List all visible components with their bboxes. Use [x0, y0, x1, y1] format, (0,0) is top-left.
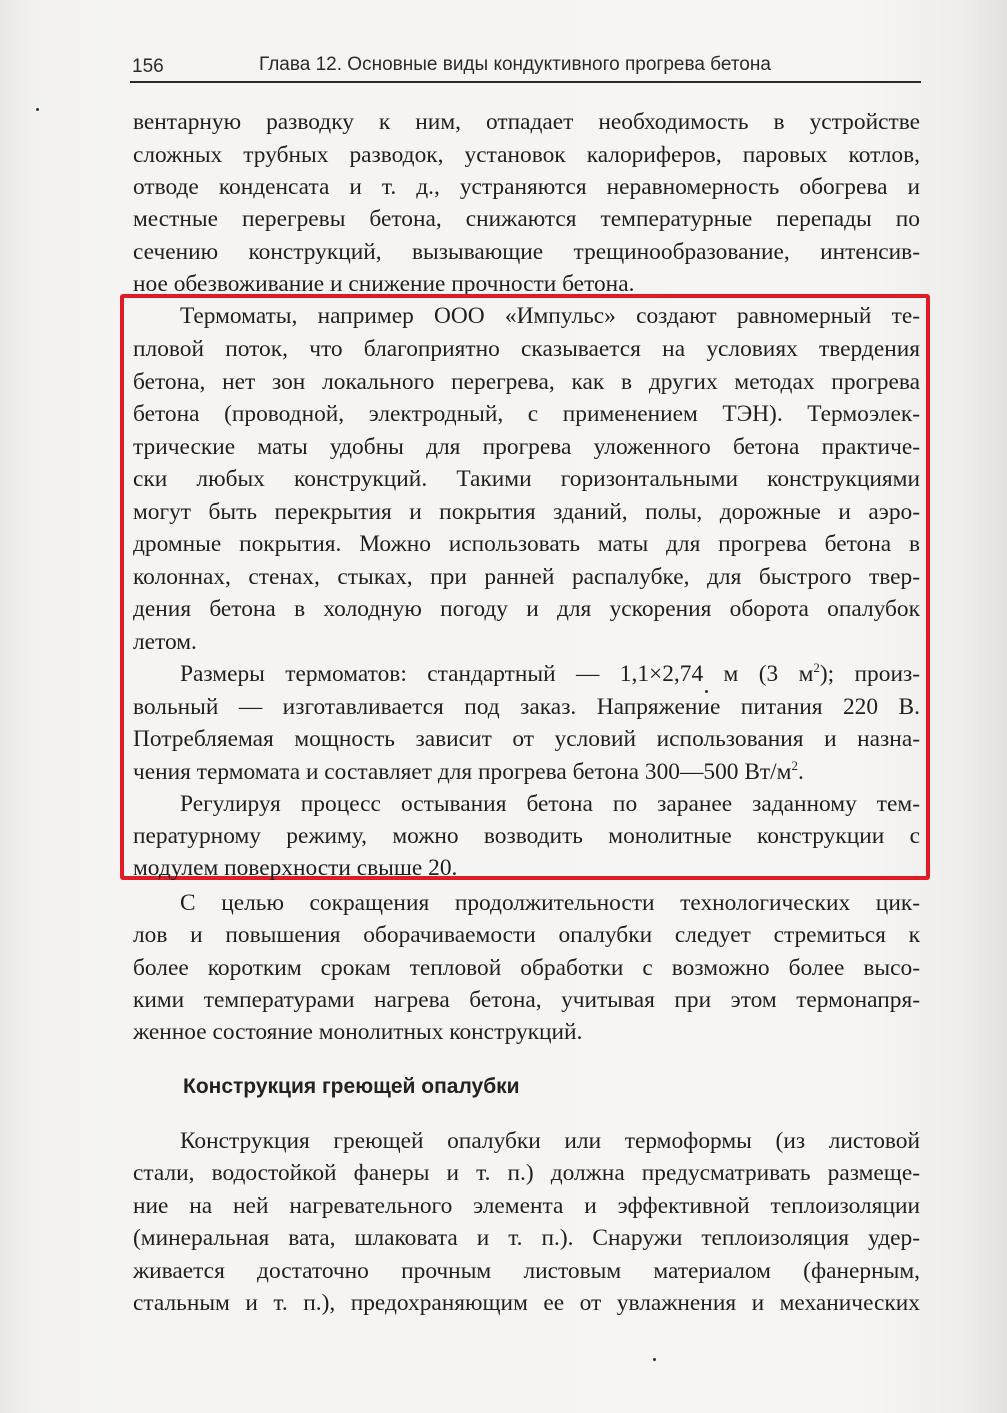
text-line: Термоматы, например ООО «Импульс» создают равномерный те-	[180, 303, 920, 329]
scan-speck	[36, 108, 39, 111]
text-line: кими температурами нагрева бетона, учитывая при этом термонапря-	[133, 987, 920, 1013]
text-line: чения термомата и составляет для прогрева бетона 300—500 $Вт/м^2$.	[133, 758, 804, 785]
text-line: ски любых конструкций. Такими горизонтальными конструкциями	[133, 466, 920, 492]
text-line: Потребляемая мощность зависит от условий использования и назна-	[133, 726, 920, 752]
text-line: колоннах, стенах, стыках, при ранней распалубке, для быстрого твер-	[133, 564, 920, 590]
text-line: местные перегревы бетона, снижаются температурные перепады по	[133, 206, 920, 232]
text-line: стальным и т. п.), предохраняющим ее от увлажнения и механических	[133, 1290, 920, 1316]
text-line: (минеральная вата, шлаковата и т. п.). Снаружи теплоизоляция удер-	[133, 1225, 920, 1251]
text-line: женное состояние монолитных конструкций.	[133, 1019, 583, 1045]
text-line: трические маты удобны для прогрева уложенного бетона практиче-	[133, 434, 920, 460]
text-line: ное обезвоживание и снижение прочности бетона.	[133, 271, 635, 297]
text-line: С целью сокращения продолжительности технологических цик-	[180, 890, 920, 916]
text-line: лов и повышения оборачиваемости опалубки следует стремиться к	[133, 922, 920, 948]
text-line: вольный — изготавливается под заказ. Напряжение питания 220 В.	[133, 694, 920, 720]
text-line: отводе конденсата и т. д., устраняются неравномерность обогрева и	[133, 174, 920, 200]
text-line: стали, водостойкой фанеры и т. п.) должна предусматривать размеще-	[133, 1160, 920, 1186]
header-rule	[130, 81, 921, 83]
text-line: пературному режиму, можно возводить монолитные конструкции с	[133, 823, 920, 849]
text-line: могут быть перекрытия и покрытия зданий, полы, дорожные и аэро-	[133, 499, 920, 525]
text-line: вентарную разводку к ним, отпадает необходимость в устройстве	[133, 109, 920, 135]
text-line: модулем поверхности свыше 20.	[133, 855, 458, 881]
text-line: более коротким срокам тепловой обработки с возможно более высо-	[133, 955, 920, 981]
text-line: сложных трубных разводок, установок калориферов, паровых котлов,	[133, 142, 920, 168]
text-line: дромные покрытия. Можно использовать маты для прогрева бетона в	[133, 531, 920, 557]
text-line: бетона, нет зон локального перегрева, как в других методах прогрева	[133, 369, 920, 395]
section-heading: Конструкция греющей опалубки	[183, 1075, 520, 1098]
text-line: Регулируя процесс остывания бетона по заранее заданному тем-	[180, 791, 920, 817]
text-line: бетона (проводной, электродный, с применением ТЭН). Термоэлек-	[133, 401, 920, 427]
text-line: сечению конструкций, вызывающие трещинообразование, интенсив-	[133, 239, 920, 265]
text-line: Конструкция греющей опалубки или термоформы (из листовой	[180, 1128, 920, 1154]
text-line: пловой поток, что благоприятно сказывается на условиях твердения	[133, 336, 920, 362]
chapter-title: Глава 12. Основные виды кондуктивного прогрева бетона	[259, 54, 771, 75]
page-number: 156	[132, 56, 164, 77]
text-line: живается достаточно прочным листовым материалом (фанерным,	[133, 1258, 920, 1284]
scan-speck	[653, 1358, 656, 1361]
scan-speck	[705, 690, 708, 693]
text-line: Размеры термоматов: стандартный — 1,1×2,74 м (3 $м^2$); произ-	[180, 660, 920, 687]
text-line: дения бетона в холодную погоду и для ускорения оборота опалубок	[133, 596, 920, 622]
text-line: летом.	[133, 629, 197, 655]
running-header	[130, 52, 920, 82]
text-line: ние на ней нагревательного элемента и эффективной теплоизоляции	[133, 1193, 920, 1219]
